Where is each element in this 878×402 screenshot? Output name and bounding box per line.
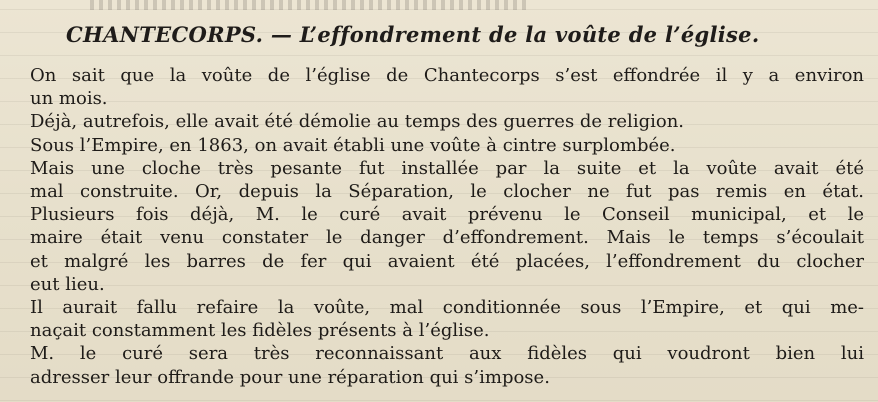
body-line: eut lieu. [30,273,105,295]
body-line: Sous l’Empire, en 1863, on avait établi une voûte à cintre surplombée. [30,134,676,156]
body-line: naçait constamment les fidèles présents à l’église. [30,320,490,342]
article-body [30,64,864,389]
body-line: et malgré les barres de fer qui avaient été placées, l’effondrement du clocher [30,250,864,272]
body-line: Mais une cloche très pesante fut installée par la suite et la voûte avait été [30,157,864,179]
previous-text-fragment [90,0,530,10]
body-line: Déjà, autrefois, elle avait été démolie au temps des guerres de religion. [30,111,685,133]
article-headline: CHANTECORPS. — L’effondrement de la voûte de l’église. [66,22,760,47]
body-line: un mois. [30,88,108,110]
body-line: mal construite. Or, depuis la Séparation, le clocher ne fut pas remis en état. [30,181,864,203]
body-line: adresser leur offrande pour une réparation qui s’impose. [30,366,550,388]
body-line: M. le curé sera très reconnaissant aux fidèles qui voudront bien lui [30,343,864,365]
body-line: maire était venu constater le danger d’effondrement. Mais le temps s’écoulait [30,227,864,249]
body-line: Il aurait fallu refaire la voûte, mal conditionnée sous l’Empire, et qui me- [30,297,864,319]
body-line: On sait que la voûte de l’église de Chantecorps s’est effondrée il y a environ [30,65,864,86]
body-line: Plusieurs fois déjà, M. le curé avait prévenu le Conseil municipal, et le [30,204,864,226]
